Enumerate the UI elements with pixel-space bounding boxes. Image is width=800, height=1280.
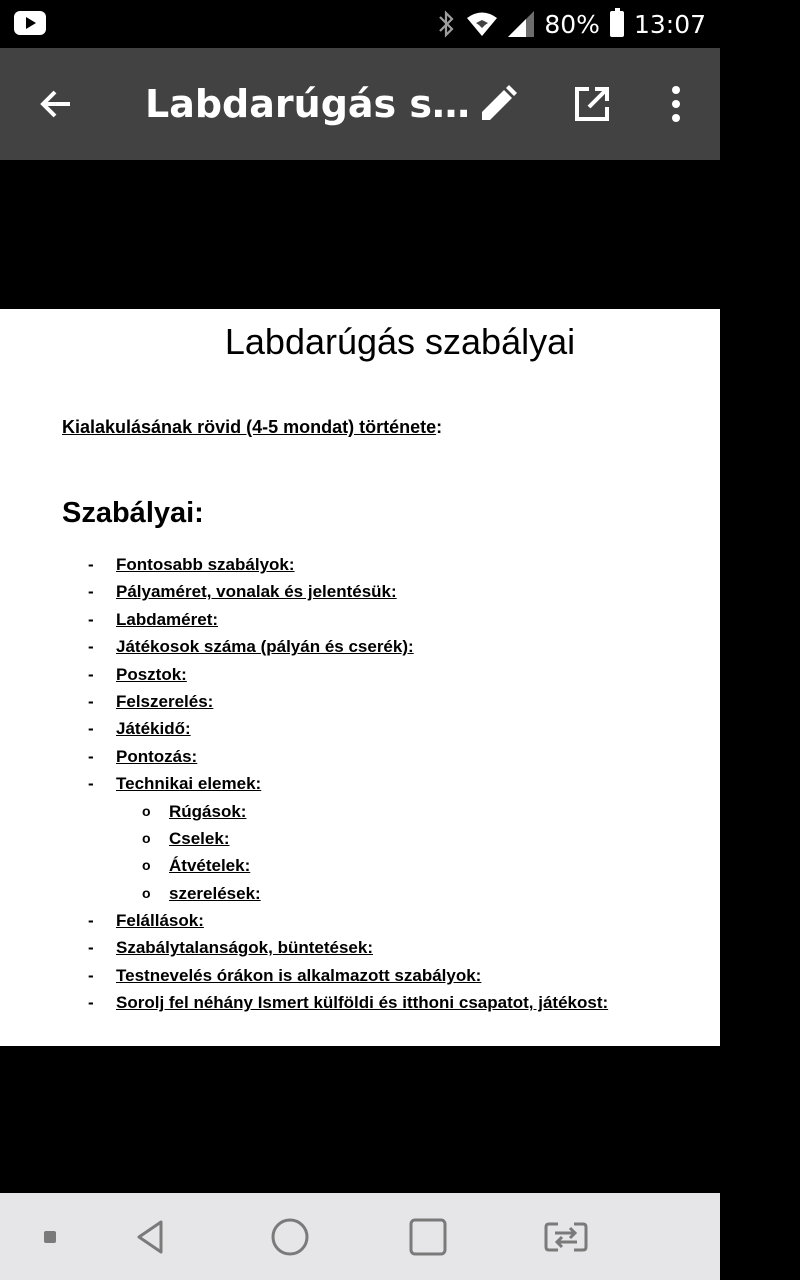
bluetooth-icon <box>436 10 456 38</box>
list-marker: - <box>88 609 94 629</box>
list-item-text: Pályaméret, vonalak és jelentésük: <box>116 582 397 602</box>
list-marker: - <box>88 911 94 931</box>
nav-recents-button[interactable] <box>398 1207 458 1267</box>
sub-list-item <box>62 880 608 907</box>
list-item-text: Cselek: <box>169 828 230 848</box>
list-item <box>62 715 608 742</box>
battery-icon <box>610 11 624 37</box>
list-marker: - <box>88 637 94 657</box>
list-item <box>62 661 608 688</box>
list-item-text: Átvételek: <box>169 856 251 876</box>
back-button[interactable] <box>28 76 84 132</box>
list-item-text: Fontosabb szabályok: <box>116 555 295 574</box>
list-marker: o <box>142 829 151 846</box>
square-recents-icon <box>408 1217 448 1257</box>
switch-app-button[interactable] <box>536 1207 596 1267</box>
more-options-button[interactable] <box>652 76 700 132</box>
list-item-text: Technikai elemek: <box>116 774 262 794</box>
list-item <box>62 962 608 989</box>
nav-home-button[interactable] <box>260 1207 320 1267</box>
clock: 13:07 <box>633 9 706 39</box>
list-marker: - <box>88 664 94 684</box>
doc-intro <box>62 417 442 438</box>
intro-colon: : <box>436 417 443 437</box>
more-vert-icon <box>671 84 681 124</box>
list-item <box>62 578 608 605</box>
doc-title: Labdarúgás szabályai <box>224 321 576 362</box>
sub-list-item <box>62 852 608 879</box>
notification-dot-button[interactable] <box>20 1207 80 1267</box>
list-item <box>62 770 608 797</box>
list-marker: - <box>88 691 94 711</box>
list-item-text: Felszerelés: <box>116 691 214 711</box>
document-page[interactable] <box>0 309 720 1046</box>
list-item-text: Pontozás: <box>116 746 198 766</box>
list-item-text: Posztok: <box>116 664 187 684</box>
circle-home-icon <box>270 1217 310 1257</box>
status-bar <box>0 0 720 48</box>
list-item <box>62 743 608 770</box>
list-marker: o <box>142 884 151 901</box>
list-item <box>62 606 608 633</box>
intro-text: Kialakulásának rövid (4-5 mondat) története <box>62 417 437 437</box>
doc-heading: Szabályai: <box>62 497 204 529</box>
list-item-text: Sorolj fel néhány Ismert külföldi és itthoni csapatot, játékost: <box>116 993 609 1013</box>
wifi-icon <box>466 11 498 37</box>
sub-list-item <box>62 798 608 825</box>
list-marker: - <box>88 965 94 985</box>
list-marker: - <box>88 746 94 766</box>
list-marker: - <box>88 555 94 574</box>
battery-percent: 80% <box>544 9 600 39</box>
list-marker: - <box>88 582 94 602</box>
document-title: Labdarúgás s… <box>145 82 471 126</box>
list-marker: - <box>88 774 94 794</box>
sub-list-item <box>62 825 608 852</box>
list-marker: o <box>142 857 151 874</box>
list-item-text: Szabálytalanságok, büntetések: <box>116 938 373 958</box>
list-item <box>62 907 608 934</box>
list-item-text: Labdaméret: <box>116 609 219 629</box>
triangle-back-icon <box>131 1217 171 1257</box>
cellular-signal-icon <box>508 11 534 37</box>
list-item-text: Testnevelés órákon is alkalmazott szabályok: <box>116 965 482 985</box>
list-item-text: szerelések: <box>169 883 261 903</box>
rules-list <box>62 551 608 1017</box>
navigation-bar <box>0 1193 720 1280</box>
app-bar <box>0 48 720 160</box>
list-item-text: Játékosok száma (pályán és cserék): <box>116 637 414 657</box>
list-item <box>62 934 608 961</box>
switch-apps-icon <box>543 1220 589 1254</box>
list-item <box>62 633 608 660</box>
list-item <box>62 551 608 578</box>
list-item-text: Játékidő: <box>116 719 191 739</box>
list-item-text: Felállások: <box>116 911 204 931</box>
nav-back-button[interactable] <box>121 1207 181 1267</box>
edit-button[interactable] <box>470 76 526 132</box>
open-in-new-icon <box>572 84 612 124</box>
list-marker: - <box>88 993 94 1013</box>
youtube-notification-icon <box>14 11 46 35</box>
list-item <box>62 989 608 1016</box>
pencil-icon <box>478 84 518 124</box>
arrow-back-icon <box>38 86 74 122</box>
open-external-button[interactable] <box>564 76 620 132</box>
list-marker: - <box>88 719 94 739</box>
list-marker: - <box>88 938 94 958</box>
small-square-icon <box>43 1230 57 1244</box>
list-item-text: Rúgások: <box>169 801 247 821</box>
list-item <box>62 688 608 715</box>
list-marker: o <box>142 802 151 819</box>
